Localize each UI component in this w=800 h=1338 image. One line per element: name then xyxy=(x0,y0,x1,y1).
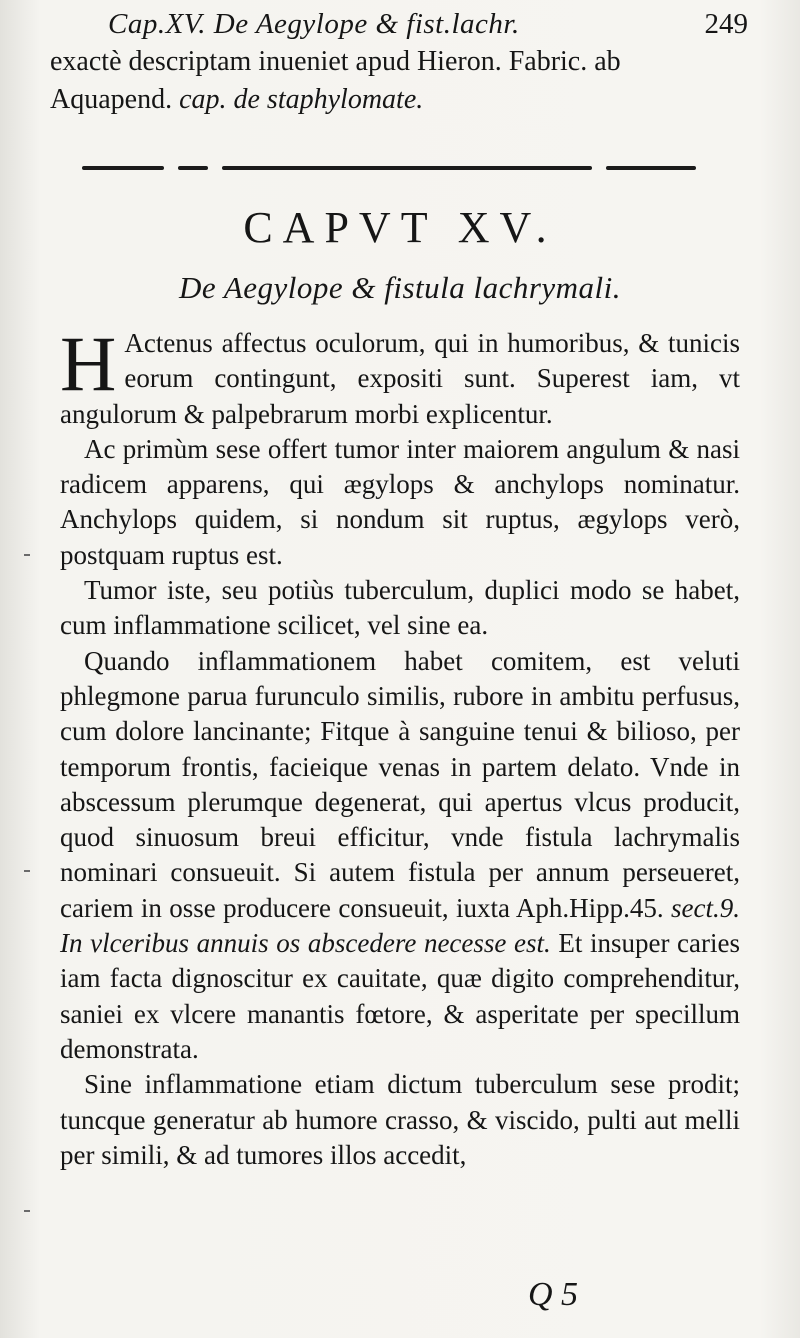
drop-cap-initial: H xyxy=(60,320,117,407)
signature-mark: Q 5 xyxy=(528,1276,579,1313)
edge-mark xyxy=(24,554,30,556)
paragraph-1-text: Actenus affectus oculorum, qui in humoribus, & tunicis eorum contingunt, expositi sunt. Superest iam, vt angulorum & palpebrarum morbi explicentur. xyxy=(60,328,740,429)
page-number: 249 xyxy=(704,8,748,40)
chapter-heading: CAPVT XV. xyxy=(243,203,557,252)
paragraph-4-ref: sect.9. xyxy=(671,892,740,923)
paragraph-1 xyxy=(60,320,740,432)
rule-segment xyxy=(82,166,164,170)
paragraph-4-quote: In vlceribus annuis os abscedere necesse est. xyxy=(60,928,551,959)
edge-mark xyxy=(24,870,30,872)
paragraph-2: Ac primùm sese offert tumor inter maiorem angulum & nasi radicem apparens, qui ægylops & anchylops nominatur. Anchylops quidem, si nondum sit ruptus, ægylops verò, postquam ruptus est. xyxy=(60,433,740,570)
carry-over-line-1: exactè descriptam inueniet apud Hieron. Fabric. ab xyxy=(50,46,621,77)
paragraph-4-text-a: Quando inflammationem habet comitem, est veluti phlegmone parua furunculo similis, rubore in ambitu perfusus, cum dolore lancinante; Fitque à sanguine tenui & bilioso, per temporum frontis, facieique venas in partem delato. Vnde in abscessum plerumque degenerat, qui apertus vlcus producit, quod sinuosum breui efficitur, vnde fistula lachrymalis nominari consueuit. Si autem fistula per annum perseueret, cariem in osse producere consueuit, iuxta Aph.Hipp.45. xyxy=(60,645,740,923)
carry-over-line-2 xyxy=(50,82,423,118)
ornamental-rule xyxy=(82,160,696,176)
running-head-title: Cap.XV. De Aegylope & fist.lachr. xyxy=(108,8,520,40)
paragraph-4-text-b: Et insuper caries iam facta dignoscitur ex cauitate, quæ digito comprehenditur, saniei ex vlcere manantis fœtore, & asperitate per specillum demonstrata. xyxy=(60,928,740,1064)
rule-segment xyxy=(178,166,208,170)
edge-mark xyxy=(24,1210,30,1212)
body-text xyxy=(60,320,740,1173)
running-head xyxy=(108,8,748,48)
paragraph-4 xyxy=(60,644,740,1068)
paragraph-5: Sine inflammatione etiam dictum tuberculum sese prodit; tuncque generatur ab humore crasso, & viscido, pulti aut melli per simili, & ad tumores illos accedit, xyxy=(60,1069,740,1170)
rule-segment xyxy=(606,166,696,170)
carry-over-italic: cap. de staphylomate. xyxy=(179,84,424,115)
chapter-subtitle: De Aegylope & fistula lachrymali. xyxy=(178,270,622,305)
rule-segment xyxy=(222,166,592,170)
carry-over-roman: Aquapend. xyxy=(50,84,180,115)
paragraph-3: Tumor iste, seu potiùs tuberculum, duplici modo se habet, cum inflammatione scilicet, vel sine ea. xyxy=(60,575,740,641)
